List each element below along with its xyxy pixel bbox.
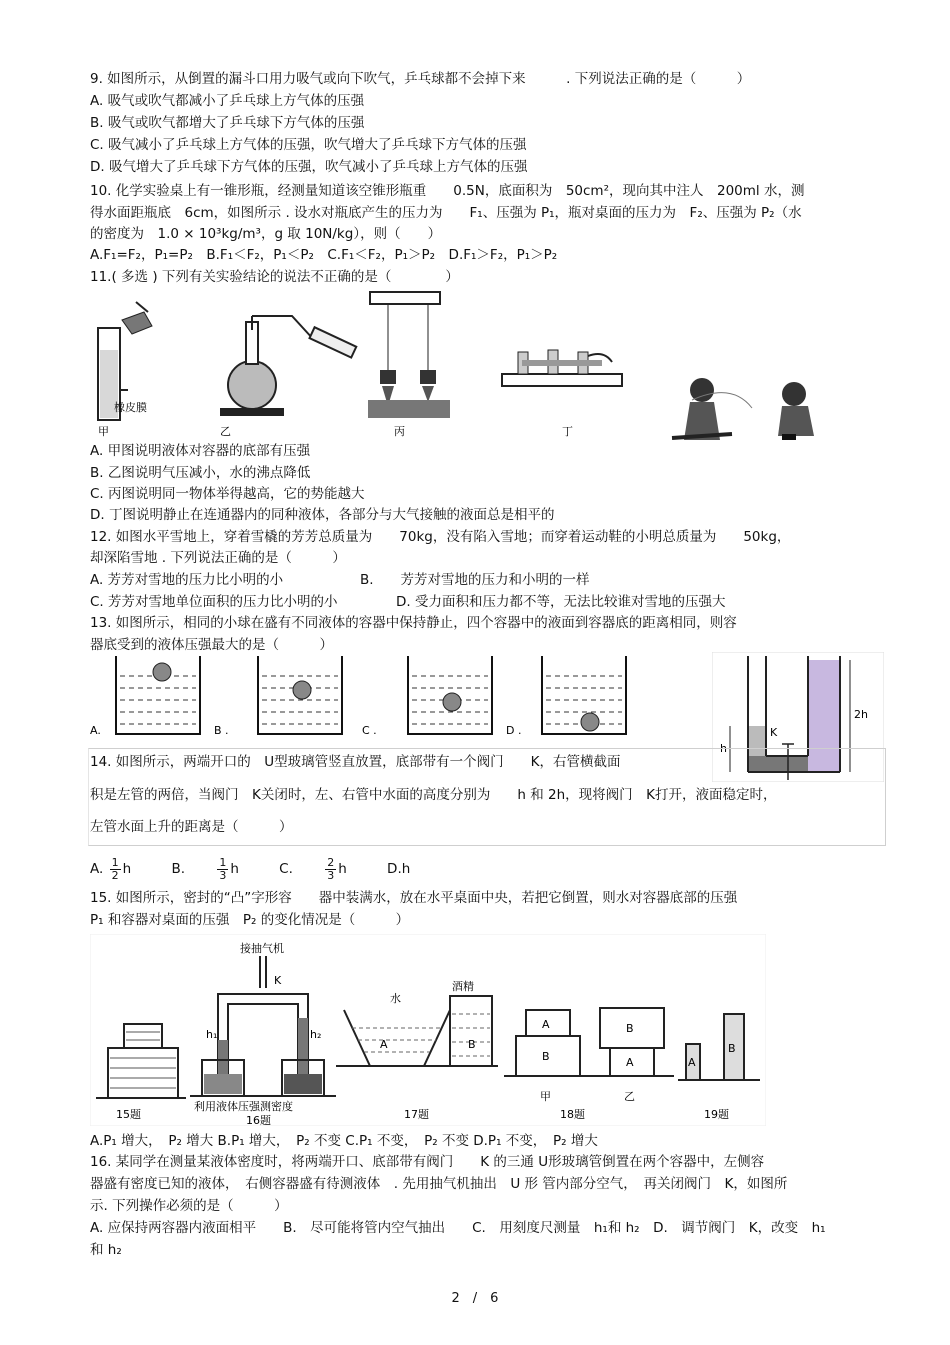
skiers-illustration	[672, 378, 814, 440]
q16-line3: 示. 下列操作必须的是（ ）	[90, 1198, 288, 1214]
fig17-b: B	[468, 1038, 476, 1051]
q14-option-d: D.h	[387, 861, 411, 877]
q11-figures	[92, 290, 852, 440]
q9-option-c: C. 吸气减小了乒乓球上方气体的压强，吹气增大了乒乓球下方气体的压强	[90, 137, 527, 153]
q14-frac-b: $\frac{1}{3}$	[219, 855, 227, 882]
q11-fig-jia	[98, 302, 152, 438]
q11-rubber-label: 橡皮膜	[114, 401, 147, 414]
fig17-alcohol: 酒精	[452, 980, 474, 993]
q15-19-figures	[90, 934, 766, 1126]
fig16-h1: h₁	[206, 1028, 218, 1041]
q13-label-b: B .	[214, 724, 229, 737]
fig19-a: A	[688, 1056, 696, 1069]
q13-line1: 13. 如图所示，相同的小球在盛有不同液体的容器中保持静止，四个容器中的液面到容器底的距离相同，则容	[90, 615, 737, 631]
q14-unit-c: h	[338, 861, 347, 877]
q16-line5: 和 h₂	[90, 1242, 122, 1258]
q14-line1: 14. 如图所示，两端开口的 U型玻璃管竖直放置，底部带有一个阀门 K，右管横截面	[90, 754, 621, 770]
q9-stem: 9. 如图所示，从倒置的漏斗口用力吸气或向下吹气，乒乓球都不会掉下来 . 下列说法正确的是（ ）	[90, 71, 751, 87]
q13-line2: 器底受到的液体压强最大的是（ ）	[90, 637, 333, 653]
q11-fig-label-ding: 丁	[562, 425, 573, 438]
q11-fig-label-yi: 乙	[220, 425, 231, 438]
q14-fig-2h: 2h	[854, 708, 868, 721]
q14-fig-k: K	[770, 726, 778, 739]
q12-option-d: D. 受力面积和压力都不等，无法比较谁对雪地的压强大	[396, 594, 726, 610]
beaker-b	[214, 656, 342, 737]
q12-option-c: C. 芳芳对雪地单位面积的压力比小明的小	[90, 594, 338, 610]
q15-line2: P₁ 和容器对桌面的压强 P₂ 的变化情况是（ ）	[90, 912, 410, 928]
q11-fig-label-bing: 丙	[394, 425, 405, 438]
q14-unit-a: h	[122, 861, 132, 877]
q16-line2: 器盛有密度已知的液体， 右侧容器盛有待测液体 . 先用抽气机抽出 U 形 管内部分空气， 再关闭阀门 K，如图所	[90, 1176, 788, 1192]
q14-option-b-label: B.	[171, 861, 186, 877]
q14-frac-a: $\frac{1}{2}$	[111, 855, 119, 882]
q9-option-b: B. 吸气或吹气都增大了乒乓球下方气体的压强	[90, 115, 365, 131]
q11-option-c: C. 丙图说明同一物体举得越高，它的势能越大	[90, 486, 365, 502]
q9-option-a: A. 吸气或吹气都减小了乒乓球上方气体的压强	[90, 93, 365, 109]
fig16-h2: h₂	[310, 1028, 322, 1041]
fig15-caption: 15题	[116, 1108, 141, 1121]
q10-line2: 得水面距瓶底 6cm，如图所示 . 设水对瓶底产生的压力为 F₁、压强为 P₁，瓶对桌面的压力为 F₂、压强为 P₂（水	[90, 205, 802, 221]
q12-option-a: A. 芳芳对雪地的压力比小明的小	[90, 572, 284, 588]
q13-label-a: A.	[90, 724, 101, 737]
q14-fig-h: h	[720, 742, 727, 755]
q14-options	[90, 852, 410, 886]
q14-frac-c: $\frac{2}{3}$	[327, 855, 335, 882]
fig16-density-caption: 利用液体压强测密度	[194, 1100, 293, 1113]
fig16-caption: 16题	[246, 1114, 271, 1126]
q14-line3: 左管水面上升的距离是（ ）	[90, 819, 293, 835]
q11-fig-yi	[220, 316, 356, 438]
q16-line1: 16. 某同学在测量某液体密度时，将两端开口、底部带有阀门 K 的三通 U形玻璃管倒置在两个容器中，左侧容	[90, 1154, 765, 1170]
q11-fig-ding	[502, 350, 622, 438]
q10-line1: 10. 化学实验桌上有一锥形瓶，经测量知道该空锥形瓶重 0.5N，底面积为 50cm²，现向其中注人 200ml 水，测	[90, 183, 805, 199]
fig18-yi: 乙	[624, 1090, 635, 1103]
q10-options: A.F₁=F₂，P₁=P₂ B.F₁＜F₂，P₁＜P₂ C.F₁＜F₂，P₁＞P₂ D.F₁＞F₂，P₁＞P₂	[90, 247, 558, 263]
fig16-k: K	[274, 974, 282, 987]
q11-option-b: B. 乙图说明气压减小，水的沸点降低	[90, 465, 311, 481]
fig18-caption: 18题	[560, 1108, 585, 1121]
q12-option-b: B. 芳芳对雪地的压力和小明的一样	[360, 572, 590, 588]
fig17-water: 水	[390, 992, 401, 1005]
fig18-yi-a: A	[626, 1056, 634, 1069]
fig17-caption: 17题	[404, 1108, 429, 1121]
q12-line2: 却深陷雪地 . 下列说法正确的是（ ）	[90, 550, 346, 566]
fig18-jia-b: B	[542, 1050, 550, 1063]
q15-options: A.P₁ 增大， P₂ 增大 B.P₁ 增大， P₂ 不变 C.P₁ 不变， P₂ 不变 D.P₁ 不变， P₂ 增大	[90, 1133, 598, 1149]
q11-fig-bing	[368, 292, 450, 438]
q11-fig-label-jia: 甲	[98, 425, 109, 438]
q14-option-c-label: C.	[279, 861, 293, 877]
q11-stem: 11.( 多选 ) 下列有关实验结论的说法不正确的是（ ）	[90, 269, 459, 285]
fig19-b: B	[728, 1042, 736, 1055]
q11-option-a: A. 甲图说明液体对容器的底部有压强	[90, 443, 311, 459]
q15-line1: 15. 如图所示，密封的“凸”字形容 器中装满水，放在水平桌面中央，若把它倒置，则水对容器底部的压强	[90, 890, 738, 906]
page-number: 2 / 6	[451, 1291, 499, 1306]
q11-option-d: D. 丁图说明静止在连通器内的同种液体，各部分与大气接触的液面总是相平的	[90, 507, 555, 523]
q14-unit-b: h	[230, 861, 239, 877]
q13-label-c: C .	[362, 724, 377, 737]
q16-line4: A. 应保持两容器内液面相平 B. 尽可能将管内空气抽出 C. 用刻度尺测量 h₁和 h₂ D. 调节阀门 K，改变 h₁	[90, 1220, 826, 1236]
q14-line2: 积是左管的两倍，当阀门 K关闭时，左、右管中水面的高度分别为 h 和 2h，现将阀门 K打开，液面稳定时，	[90, 787, 777, 803]
fig18-jia-a: A	[542, 1018, 550, 1031]
q14-option-a-label: A.	[90, 861, 104, 877]
q10-line3: 的密度为 1.0 × 10³kg/m³，g 取 10N/kg），则（ ）	[90, 226, 442, 242]
fig16-pump-label: 接抽气机	[240, 942, 284, 955]
beaker-d	[506, 656, 626, 737]
fig18-yi-b: B	[626, 1022, 634, 1035]
fig19-caption: 19题	[704, 1108, 729, 1121]
fig17-a: A	[380, 1038, 388, 1051]
q12-line1: 12. 如图水平雪地上，穿着雪橇的芳芳总质量为 70kg，没有陷入雪地；而穿着运动鞋的小明总质量为 50kg，	[90, 529, 791, 545]
q9-option-d: D. 吸气增大了乒乓球下方气体的压强，吹气减小了乒乓球上方气体的压强	[90, 159, 528, 175]
q13-label-d: D .	[506, 724, 522, 737]
q13-beakers	[88, 650, 708, 740]
beaker-c	[362, 656, 492, 737]
beaker-a	[90, 656, 200, 737]
fig18-jia: 甲	[540, 1090, 551, 1103]
